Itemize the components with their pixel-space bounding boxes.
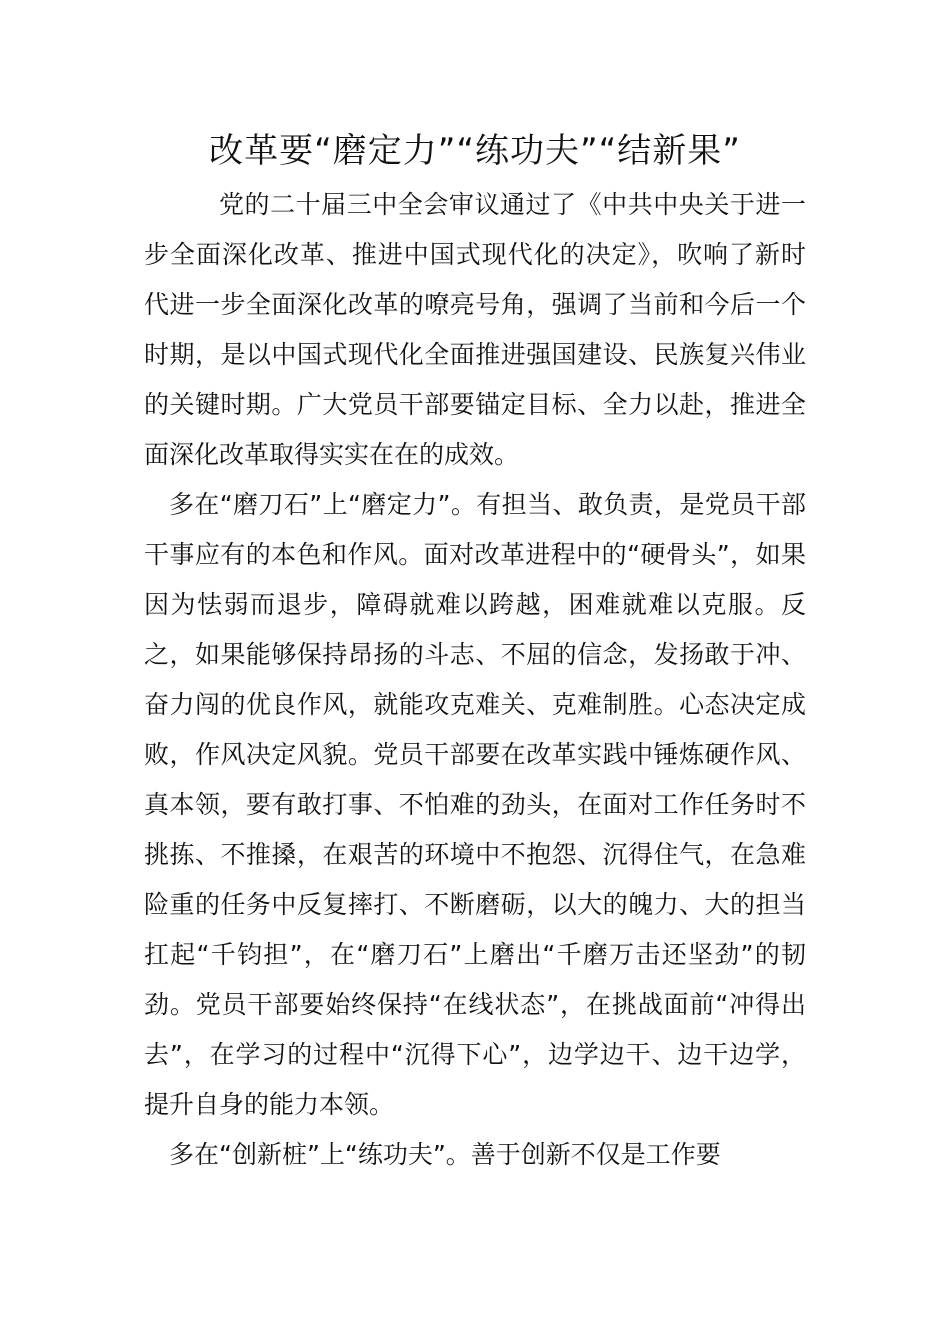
document-body [144,180,806,1180]
paragraph-section-2: 多在“创新桩”上“练功夫”。善于创新不仅是工作要 [169,1140,721,1169]
document-title: 改革要“磨定力”“练功夫”“结新果” [209,131,741,171]
paragraph-intro: 党的二十届三中全会审议通过了《中共中央关于进一步全面深化改革、推进中国式现代化的决定》，吹响了新时代进一步全面深化改革的嘹亮号角，强调了当前和今后一个时期，是以中国式现代化全面推进强国建设、民族复兴伟业的关键时期。广大党员干部要锚定目标、全力以赴，推进全面深化改革取得实实在在的成效。 [144,190,806,469]
paragraph-section-1: 多在“磨刀石”上“磨定力”。有担当、敢负责，是党员干部干事应有的本色和作风。面对改革进程中的“硬骨头”，如果因为怯弱而退步，障碍就难以跨越，困难就难以克服。反之，如果能够保持昂扬的斗志、不屈的信念，发扬敢于冲、奋力闯的优良作风，就能攻克难关、克难制胜。心态决定成败，作风决定风貌。党员干部要在改革实践中锤炼硬作风、真本领，要有敢打事、不怕难的劲头，在面对工作任务时不挑拣、不推搡，在艰苦的环境中不抱怨、沉得住气，在急难险重的任务中反复摔打、不断磨砺，以大的魄力、大的担当扛起“千钧担”，在“磨刀石”上磨出“千磨万击还坚劲”的韧劲。党员干部要始终保持“在线状态”，在挑战面前“冲得出去”，在学习的过程中“沉得下心”，边学边干、边干边学，提升自身的能力本领。 [144,490,806,1119]
